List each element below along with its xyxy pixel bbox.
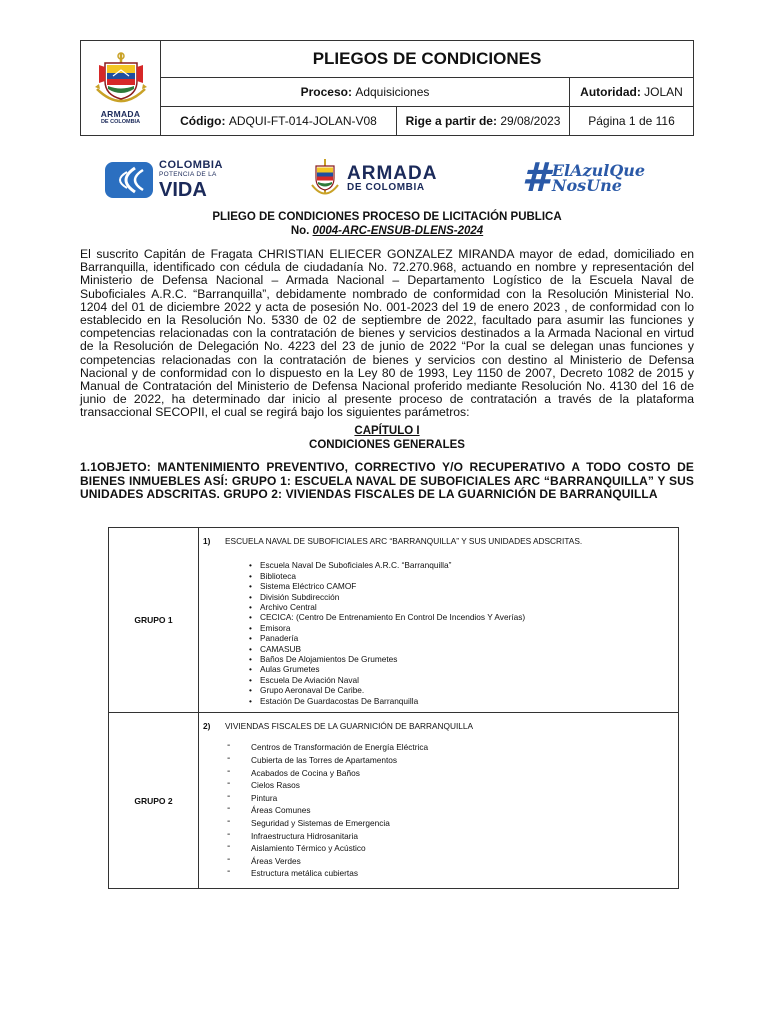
list-item: - Seguridad y Sistemas de Emergencia — [227, 817, 678, 830]
list-item: • Sistema Eléctrico CAMOF — [249, 581, 678, 591]
armada-banner-logo — [309, 158, 437, 198]
hashtag-line1: ElAzulQue — [551, 160, 646, 180]
list-item: • CECICA: (Centro De Entrenamiento En Control De Incendios Y Averías) — [249, 612, 678, 622]
proceso-value: Adquisiciones — [355, 84, 430, 99]
document-header — [80, 40, 694, 136]
title-number-line — [80, 224, 694, 238]
colombia-wave-icon — [105, 162, 153, 198]
list-item: - Estructura metálica cubiertas — [227, 867, 678, 880]
list-item: - Pintura — [227, 792, 678, 805]
table-row — [109, 528, 678, 713]
chapter-subtitle: CONDICIONES GENERALES — [309, 438, 465, 451]
armada-logo — [81, 41, 161, 135]
list-item: - Áreas Verdes — [227, 855, 678, 868]
grupo-heading — [203, 721, 678, 731]
page-number: Página 1 de 116 — [588, 113, 675, 128]
grupo-content — [199, 713, 678, 888]
colombia-wordmark: COLOMBIA — [159, 159, 223, 171]
table-row — [109, 713, 678, 888]
list-item: - Áreas Comunes — [227, 804, 678, 817]
list-item: • Panadería — [249, 633, 678, 643]
colombia-potencia-logo — [105, 160, 223, 200]
grupo-label: GRUPO 1 — [109, 528, 199, 712]
hashtag-logo — [522, 155, 646, 201]
hashtag-line2: NosUne — [551, 176, 622, 195]
list-item: • Escuela De Aviación Naval — [249, 675, 678, 685]
potencia-wordmark: POTENCIA DE LA — [159, 171, 217, 178]
list-item: - Centros de Transformación de Energía Eléctrica — [227, 741, 678, 754]
autoridad-cell — [570, 78, 693, 105]
document-title — [80, 210, 694, 238]
autoridad-label: Autoridad: — [580, 84, 641, 99]
rige-cell — [397, 107, 570, 135]
codigo-label: Código: — [180, 113, 226, 128]
grupos-table — [108, 527, 679, 889]
list-item: - Infraestructura Hidrosanitaria — [227, 830, 678, 843]
autoridad-value: JOLAN — [644, 84, 683, 99]
list-item: • Aulas Grumetes — [249, 664, 678, 674]
list-item: • Emisora — [249, 623, 678, 633]
proceso-label: Proceso: — [300, 84, 352, 99]
objeto-paragraph: 1.1OBJETO: MANTENIMIENTO PREVENTIVO, CORRECTIVO Y/O RECUPERATIVO A TODO COSTO DE BIENES INMUEBLES ASÍ: GRUPO 1: ESCUELA NAVAL DE SUBOFICIALES ARC “BARRANQUILLA” Y SUS UNIDADES ADSCRITAS. GRUPO 2: VIVIENDAS FISCALES DE LA GUARNICIÓN DE BARRANQUILLA — [80, 460, 694, 501]
list-item: • Archivo Central — [249, 602, 678, 612]
intro-paragraph: El suscrito Capitán de Fragata CHRISTIAN ELIECER GONZALEZ MIRANDA mayor de edad, domiciliado en Barranquilla, identificado con cédula de ciudadanía No. 72.270.968, actuando en nombre y representación del Ministerio de Defensa Nacional – Armada Nacional – Departamento Logístico de la Escuela Naval de Suboficiales A.R.C. “Barranquilla”, debidamente nombrado de conformidad con la Resolución Ministerial No. 1204 del 01 de diciembre 2022 y acta de posesión No. 001-2023 del 19 de enero 2023 , de conformidad con lo establecido en la Resolución No. 5330 de 02 de septiembre de 2022, facultado para asumir las funciones y competencias relacionadas con la contratación de bienes y servicios destinados a la Armada Nacional en virtud de la Resolución de Delegación No. 4223 del 23 de junio de 2022 “Por la cual se delegan unas funciones y competencias relacionadas con la contratación de bienes y servicios con destino al Ministerio de Defensa Nacional y de conformidad con lo dispuesto en la Ley 80 de 1993, Ley 1150 de 2007, Decreto 1082 de 2015 y Manual de Contratación del Ministerio de Defensa Nacional proferido mediante Resolución No. 4130 del 16 de junio de 2022, ha determinado dar inicio al presente proceso de contratación a través de la plataforma transaccional SECOPII, el cual se regirá bajo los siguientes parámetros: — [80, 247, 694, 420]
chapter-heading — [80, 425, 694, 452]
codigo-cell — [161, 107, 397, 135]
rige-label: Rige a partir de: — [405, 113, 497, 128]
rige-value: 29/08/2023 — [500, 113, 561, 128]
de-colombia-wordmark: DE COLOMBIA — [347, 181, 425, 193]
list-item: - Acabados de Cocina y Baños — [227, 767, 678, 780]
logo-wordmark-sub: DE COLOMBIA — [100, 119, 141, 125]
list-item: • Baños De Alojamientos De Grumetes — [249, 654, 678, 664]
grupo-items-list — [249, 560, 678, 706]
grupo-heading — [203, 536, 678, 546]
grupo-number: 2) — [203, 721, 211, 731]
grupo-label: GRUPO 2 — [109, 713, 199, 888]
list-item: - Cubierta de las Torres de Apartamentos — [227, 754, 678, 767]
list-item: - Cielos Rasos — [227, 779, 678, 792]
list-item: • Biblioteca — [249, 571, 678, 581]
armada-wordmark: ARMADA — [347, 162, 438, 184]
naval-crest-icon — [91, 51, 151, 107]
list-item: • Grupo Aeronaval De Caribe. — [249, 685, 678, 695]
grupo-items-list — [227, 741, 678, 880]
proceso-cell — [161, 78, 570, 105]
vida-wordmark: VIDA — [159, 178, 207, 201]
list-item: • Escuela Naval De Suboficiales A.R.C. “Barranquilla” — [249, 560, 678, 570]
grupo-heading-text: ESCUELA NAVAL DE SUBOFICIALES ARC “BARRANQUILLA” Y SUS UNIDADES ADSCRITAS. — [225, 536, 583, 546]
list-item: • Estación De Guardacostas De Barranquilla — [249, 696, 678, 706]
grupo-content — [199, 528, 678, 712]
logo-wordmark: ARMADA — [100, 109, 141, 119]
process-number: 0004-ARC-ENSUB-DLENS-2024 — [312, 225, 484, 237]
codigo-value: ADQUI-FT-014-JOLAN-V08 — [228, 113, 377, 128]
list-item: - Aislamiento Térmico y Acústico — [227, 842, 678, 855]
grupo-number: 1) — [203, 536, 211, 546]
list-item: • División Subdirección — [249, 592, 678, 602]
chapter-number: CAPÍTULO I — [354, 425, 420, 437]
list-item: • CAMASUB — [249, 644, 678, 654]
grupo-heading-text: VIVIENDAS FISCALES DE LA GUARNICIÓN DE BARRANQUILLA — [225, 721, 474, 731]
title-no-label: No. — [290, 225, 310, 237]
hashtag-icon: # — [522, 155, 550, 201]
logo-banner — [0, 155, 768, 201]
header-title: PLIEGOS DE CONDICIONES — [161, 41, 693, 78]
title-line: PLIEGO DE CONDICIONES PROCESO DE LICITACIÓN PUBLICA — [212, 211, 562, 223]
naval-crest-small-icon — [309, 158, 341, 198]
